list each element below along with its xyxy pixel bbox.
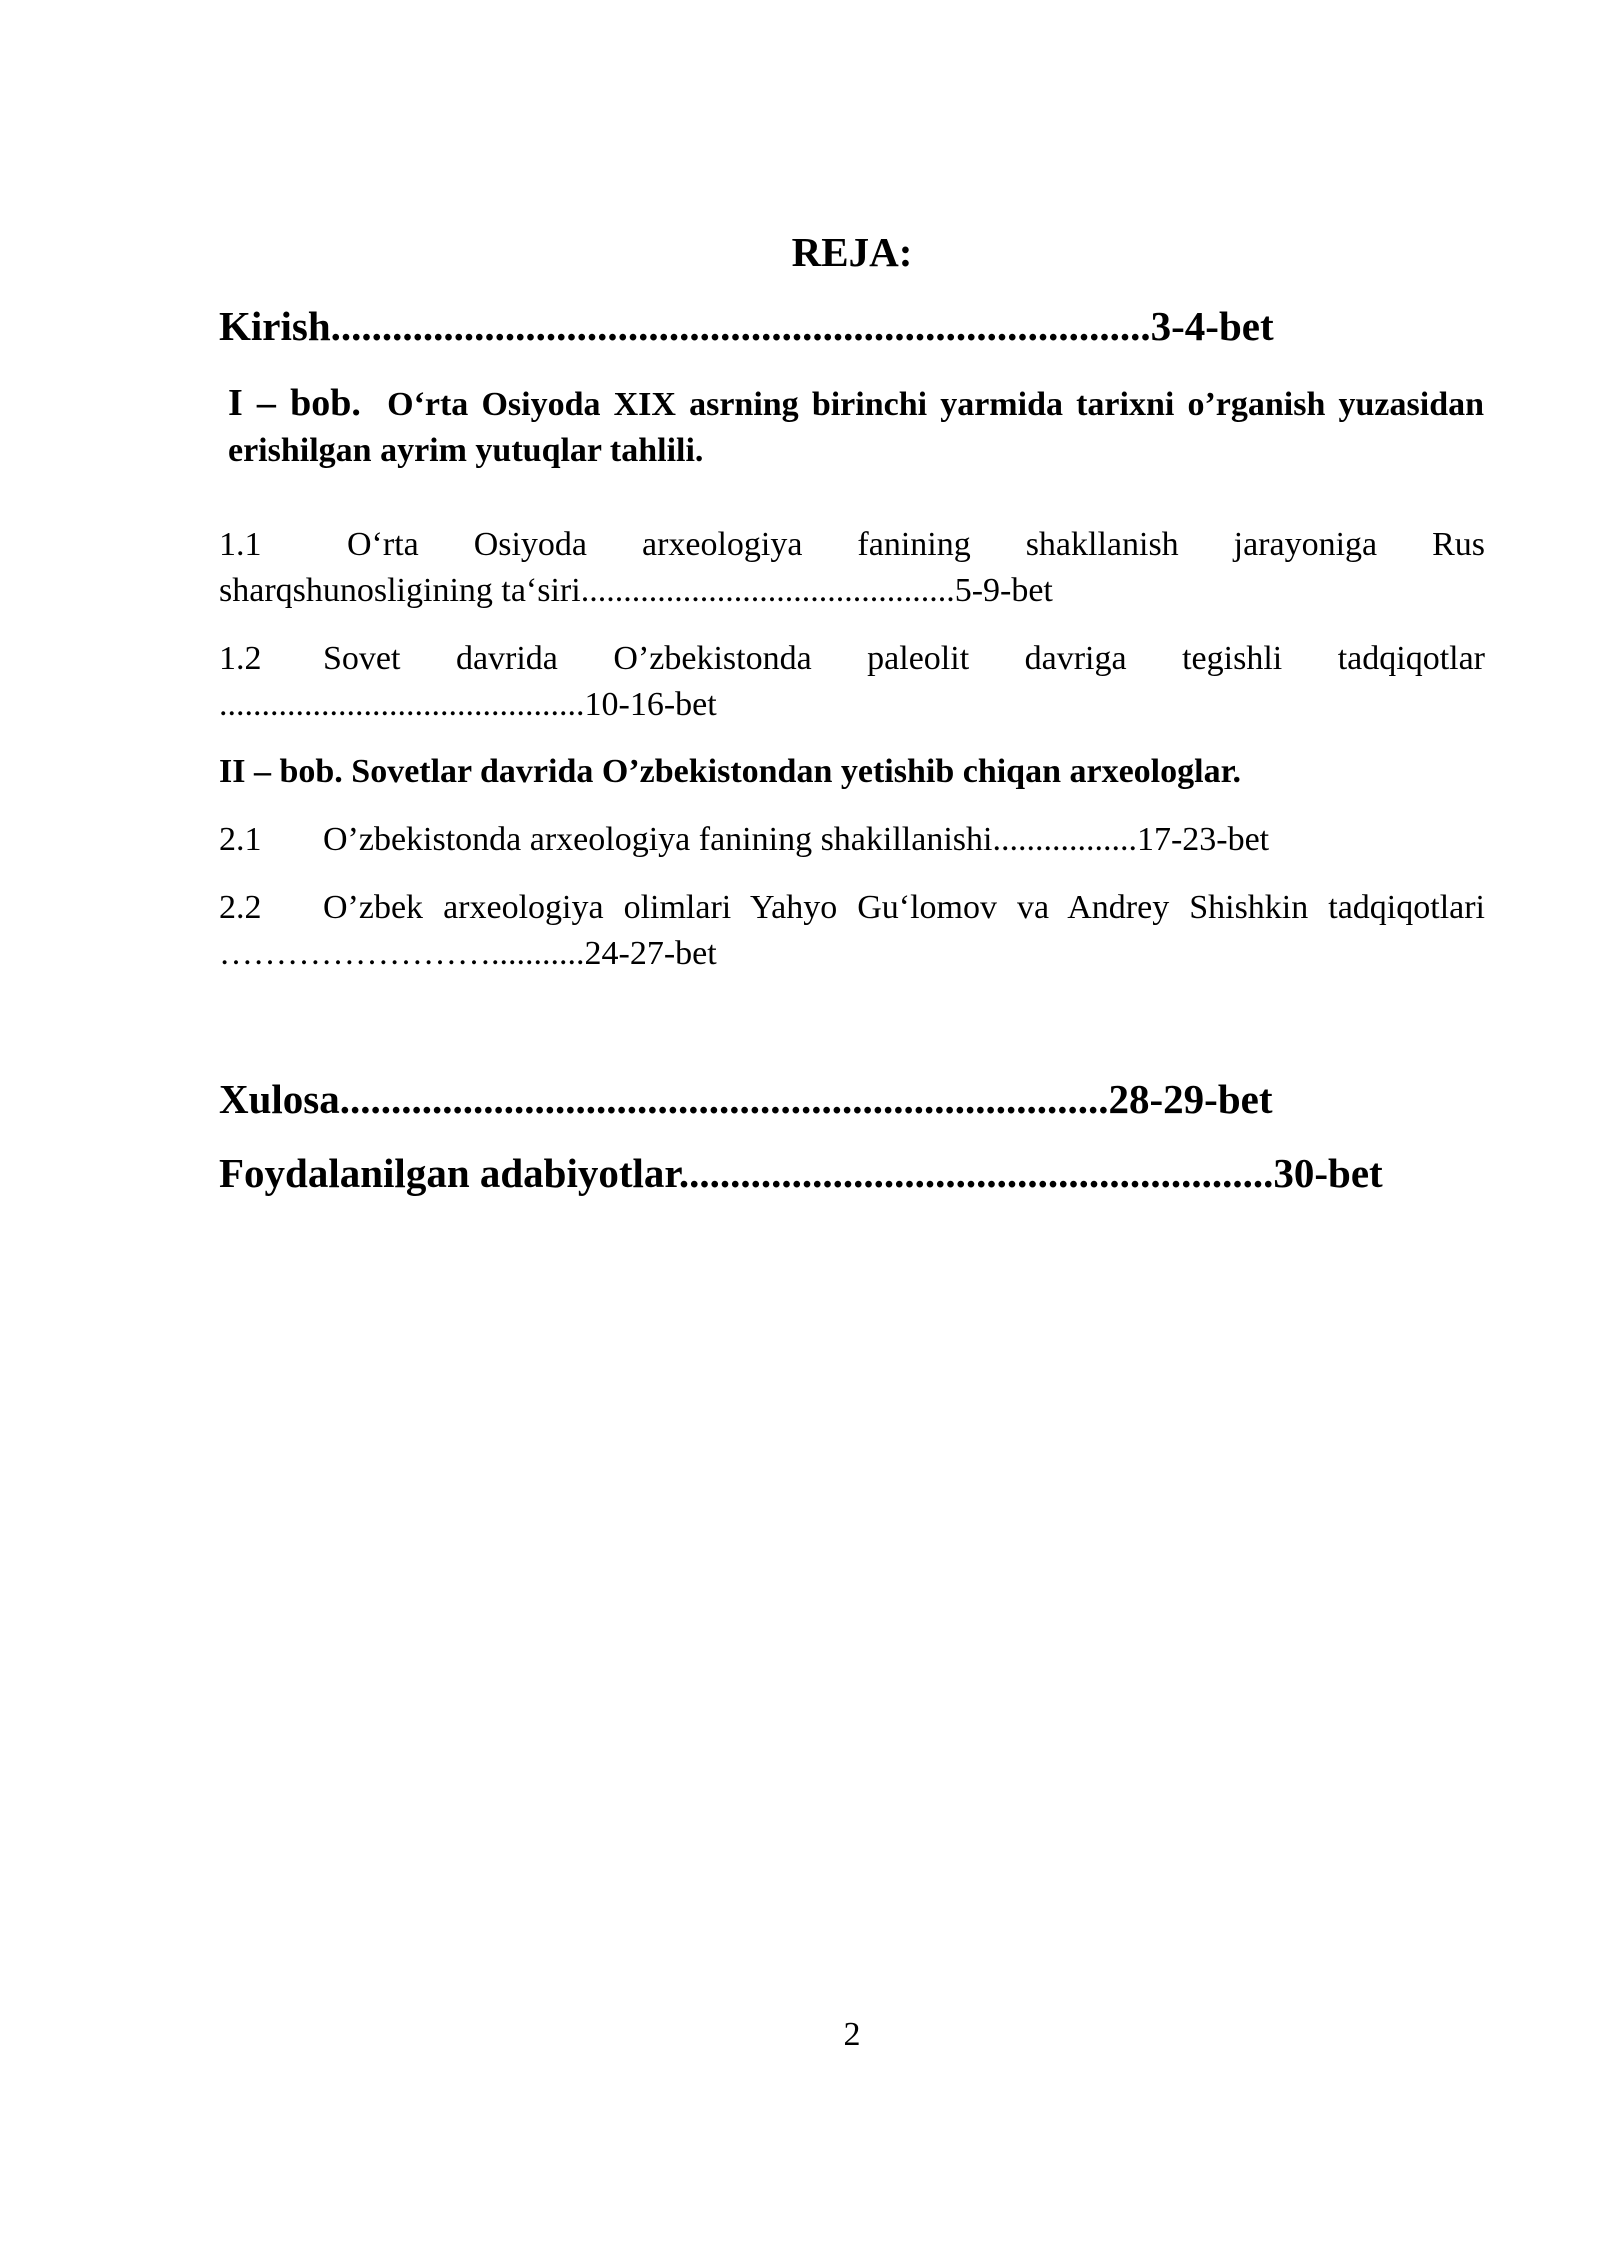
toc-intro-pages: 3-4-bet	[1150, 303, 1274, 349]
toc-section-1-1	[219, 522, 1485, 614]
section-1-2-text: Sovet davrida O’zbekistonda paleolit davriga tegishli tadqiqotlar ...........................................10-16-bet	[219, 640, 1485, 723]
toc-entry-intro	[219, 300, 1480, 352]
chapter-1-prefix: I – bob.	[228, 382, 361, 424]
section-1-1-text: O‘rta Osiyoda arxeologiya fanining shakllanish jarayoniga Rus sharqshunosligining ta‘siri............................................5-9-bet	[219, 526, 1485, 609]
toc-section-1-2	[219, 636, 1485, 728]
toc-entry-references	[219, 1147, 1480, 1199]
toc-intro-dots: ................................................................................	[330, 303, 1151, 349]
chapter-1-title: O‘rta Osiyoda XIX asrning birinchi yarmida tarixni o’rganish yuzasidan erishilgan ayrim yutuqlar tahlili.	[228, 386, 1485, 469]
toc-references-pages: 30-bet	[1273, 1150, 1383, 1196]
section-1-1-number: 1.1	[219, 526, 262, 563]
toc-chapter-2: II – bob. Sovetlar davrida O’zbekistondan yetishib chiqan arxeologlar.	[219, 753, 1242, 790]
toc-conclusion-label: Xulosa	[219, 1076, 340, 1122]
section-2-2-number: 2.2	[219, 889, 262, 926]
toc-references-label: Foydalanilgan adabiyotlar	[219, 1150, 679, 1196]
toc-conclusion-dots: ...........................................................................	[339, 1076, 1109, 1122]
toc-section-2-2	[219, 885, 1485, 977]
toc-entry-conclusion	[219, 1073, 1480, 1125]
page-number: 2	[843, 2016, 861, 2053]
section-2-1-text: O’zbekistonda arxeologiya fanining shakillanishi.................17-23-bet	[323, 821, 1270, 858]
toc-section-2-1	[219, 817, 1485, 863]
toc-conclusion-pages: 28-29-bet	[1108, 1076, 1273, 1122]
section-1-2-number: 1.2	[219, 640, 262, 677]
toc-intro-label: Kirish	[219, 303, 331, 349]
toc-references-dots: ..........................................................	[678, 1150, 1274, 1196]
toc-chapter-1	[228, 380, 1484, 474]
section-2-1-number: 2.1	[219, 821, 262, 858]
section-2-2-text: O’zbek arxeologiya olimlari Yahyo Gu‘lomov va Andrey Shishkin tadqiqotlari ……………………...........24-27-bet	[219, 889, 1485, 972]
page-title: REJA:	[791, 229, 913, 275]
